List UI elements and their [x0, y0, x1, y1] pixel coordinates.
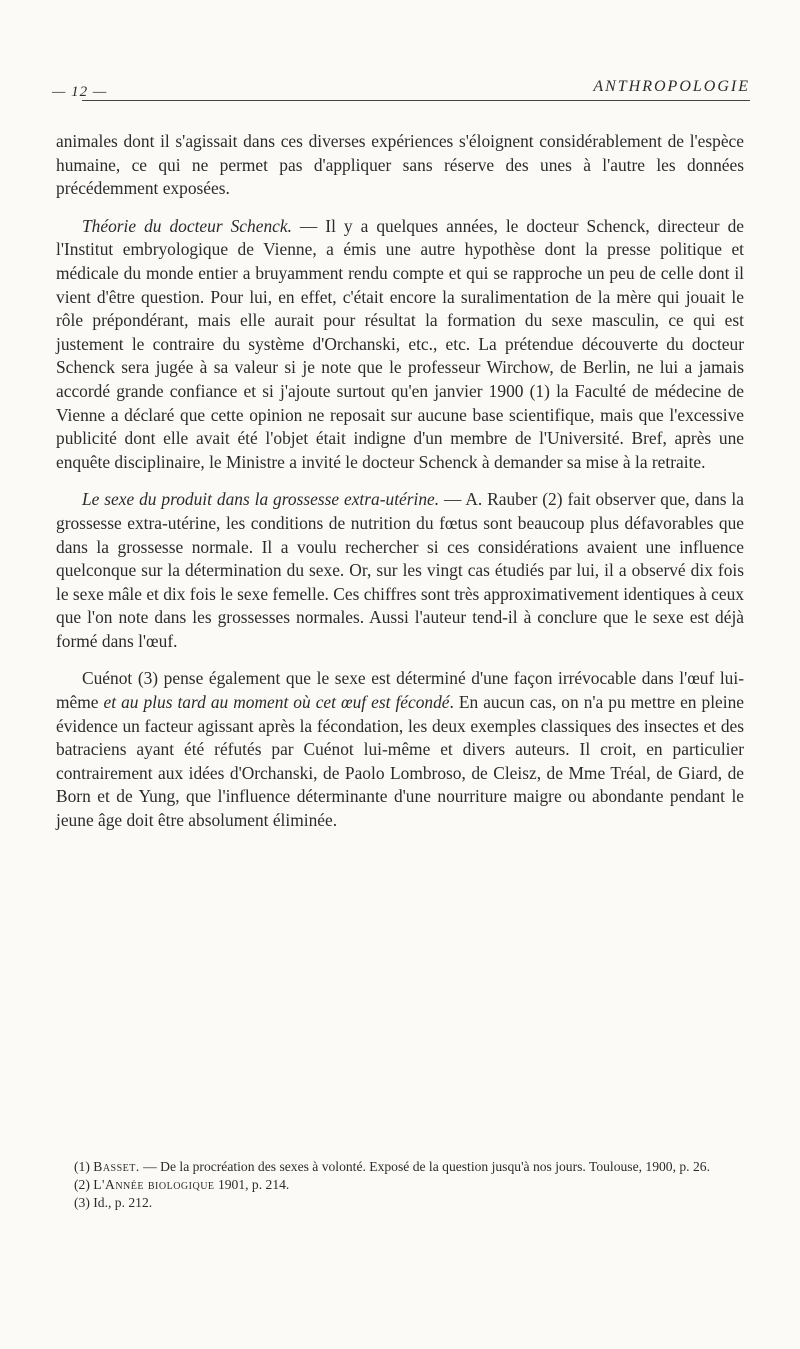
- running-head: ANTHROPOLOGIE: [593, 78, 750, 95]
- footnotes: [74, 1158, 744, 1212]
- footnote-1-author: Basset.: [93, 1159, 140, 1174]
- footnote-2: [74, 1176, 744, 1194]
- paragraph-cuenot-text-a: Cuénot (3) pense également que le sexe est déterminé d'une façon irrévocable dans l'œuf lui-même: [56, 668, 744, 713]
- footnote-2-mark: (2): [74, 1177, 94, 1192]
- paragraph-1: animales dont il s'agissait dans ces diverses expériences s'éloignent considérablement de l'espèce humaine, ce qui ne permet pas d'appliquer sans réserve des unes à l'autre les données précédemment exposées.: [56, 131, 744, 199]
- paragraph-schenck: [56, 215, 744, 475]
- paragraph-schenck-text: — Il y a quelques années, le docteur Schenck, directeur de l'Institut embryologique de Vienne, a émis une autre hypothèse dont la presse politique et médicale du monde entier a bruyamment rendu compte et qui se rapproche un peu de celle dont il vient d'être question. Pour lui, en effet, c'était encore la suralimentation de la mère qui jouait le rôle prépondérant, mais elle aurait pour résultat la formation du sexe masculin, ce qui est justement le contraire du système d'Orchanski, etc., etc. La prétendue découverte du docteur Schenck sera jugée à sa valeur si je note que le professeur Wirchow, de Berlin, ne lui a jamais accordé grande confiance et si j'ajoute surtout qu'en janvier 1900 (1) la Faculté de médecine de Vienne a déclaré que cette opinion ne reposait sur aucune base scientifique, mais que l'excessive publicité dont elle avait été l'objet était indigne d'un membre de l'Université. Bref, après une enquête disciplinaire, le Ministre a invité le docteur Schenck à demander sa mise à la retraite.: [56, 215, 744, 472]
- footnote-3: (3) Id., p. 212.: [74, 1195, 153, 1210]
- page-header: [52, 78, 750, 102]
- paragraph-rauber-text: — A. Rauber (2) fait observer que, dans la grossesse extra-utérine, les conditions de nutrition du fœtus sont beaucoup plus défavorables que dans la grossesse normale. Il a voulu rechercher si ces considérations avaient une influence quelconque sur la détermination du sexe. Or, sur les vingt cas étudiés par lui, il a observé dix fois le sexe mâle et dix fois le sexe femelle. Ces chiffres sont très approximativement identiques à ceux que l'on note dans les grossesses normales. Aussi l'auteur tend-il à conclure que le sexe est déjà formé dans l'œuf.: [56, 489, 744, 651]
- footnote-2-text: 1901, p. 214.: [214, 1177, 290, 1192]
- section-title-schenck: Théorie du docteur Schenck.: [82, 215, 292, 236]
- page-number: — 12 —: [52, 84, 108, 100]
- section-title-extra-uterine: Le sexe du produit dans la grossesse extra-utérine.: [82, 489, 440, 510]
- footnote-2-source: L'Année biologique: [93, 1177, 215, 1192]
- paragraph-cuenot-emphasis: et au plus tard au moment où cet œuf est fécondé: [103, 692, 450, 713]
- header-rule: [82, 100, 750, 101]
- footnote-1-mark: (1): [74, 1159, 94, 1174]
- footnote-1: [74, 1158, 744, 1176]
- paragraph-cuenot-text-b: . En aucun cas, on n'a pu mettre en pleine évidence un facteur agissant après la fécondation, les deux exemples classiques des insectes et des batraciens ayant été réfutés par Cuénot lui-même et divers auteurs. Il croit, en particulier contrairement aux idées d'Orchanski, de Paolo Lombroso, de Cleisz, de Mme Tréal, de Giard, de Born et de Yung, que l'influence déterminante d'une nourriture maigre ou abondante pendant le jeune âge doit être absolument éliminée.: [56, 692, 744, 831]
- body-text: [56, 130, 744, 847]
- paragraph-rauber: [56, 488, 744, 653]
- paragraph-cuenot: [56, 667, 744, 832]
- footnote-1-text: — De la procréation des sexes à volonté. Exposé de la question jusqu'à nos jours. Toulouse, 1900, p. 26.: [139, 1159, 710, 1174]
